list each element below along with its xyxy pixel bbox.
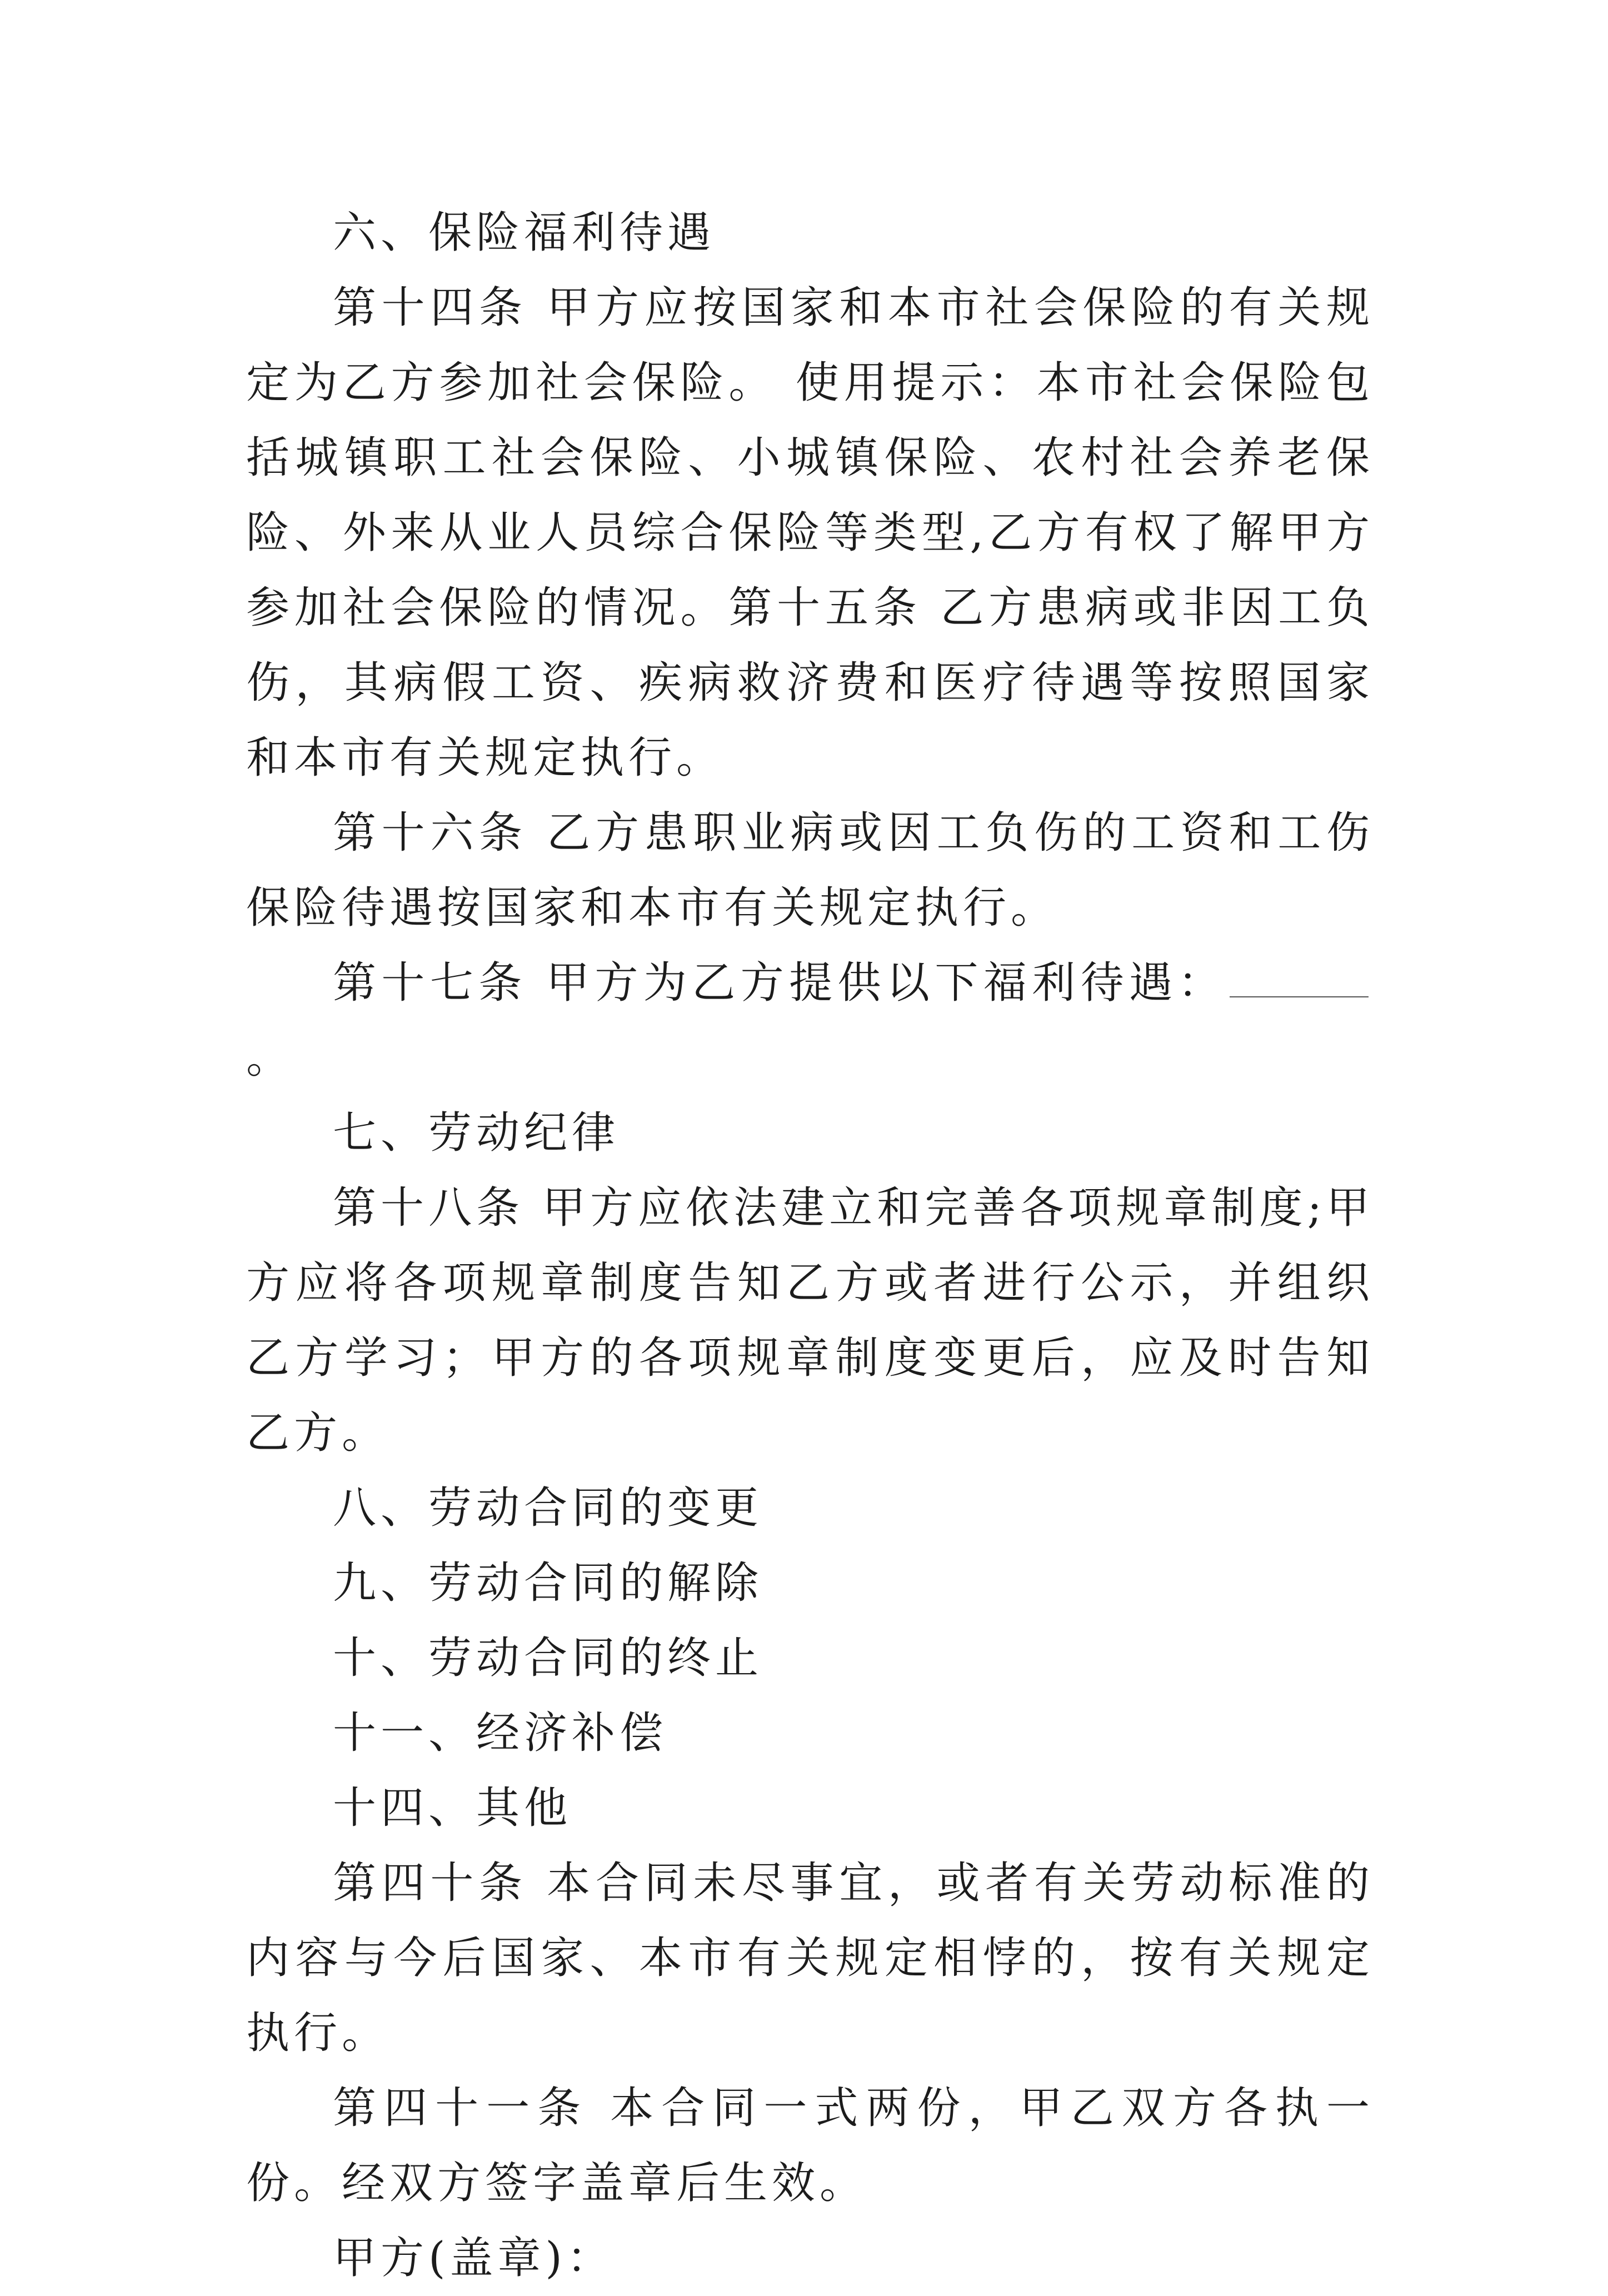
- section-heading-contract-change: 八、劳动合同的变更: [333, 1483, 763, 1533]
- article-16-text: 第十六条 乙方患职业病或因工负伤的工资和工伤保险待遇按国家和本市有关规定执行。: [246, 808, 1374, 933]
- section-heading-discipline: 七、劳动纪律: [333, 1108, 620, 1158]
- document-body: [246, 196, 1374, 2296]
- section-heading-other: 十四、其他: [333, 1783, 572, 1833]
- party-a-signature-label: 甲方(盖章)：: [333, 2233, 615, 2283]
- section-heading-compensation: 十一、经济补偿: [333, 1708, 668, 1758]
- article-41-text: 第四十一条 本合同一式两份，甲乙双方各执一份。经双方签字盖章后生效。: [246, 2083, 1374, 2208]
- article-17-end: 。: [246, 1033, 294, 1083]
- article-18-text: 第十八条 甲方应依法建立和完善各项规章制度;甲方应将各项规章制度告知乙方或者进行公示，并组织乙方学习；甲方的各项规章制度变更后，应及时告知乙方。: [246, 1183, 1374, 1458]
- article-40-text: 第四十条 本合同未尽事宜，或者有关劳动标准的内容与今后国家、本市有关规定相悖的，按有关规定执行。: [246, 1858, 1374, 2058]
- article-17-text: [246, 946, 1374, 1096]
- section-heading-contract-end: 十、劳动合同的终止: [333, 1633, 763, 1683]
- welfare-blank-field: [1230, 963, 1369, 997]
- article-14-15-text: 第十四条 甲方应按国家和本市社会保险的有关规定为乙方参加社会保险。 使用提示：本市社会保险包括城镇职工社会保险、小城镇保险、农村社会养老保险、外来从业人员综合保险等类型,乙方有权了解甲方参加社会保险的情况。第十五条 乙方患病或非因工负伤，其病假工资、疾病救济费和医疗待遇等按照国家和本市有关规定执行。: [246, 283, 1374, 783]
- article-17-label: 第十七条 甲方为乙方提供以下福利待遇：: [333, 958, 1226, 1008]
- section-heading-insurance: 六、保险福利待遇: [333, 208, 716, 258]
- section-heading-contract-termination: 九、劳动合同的解除: [333, 1558, 763, 1608]
